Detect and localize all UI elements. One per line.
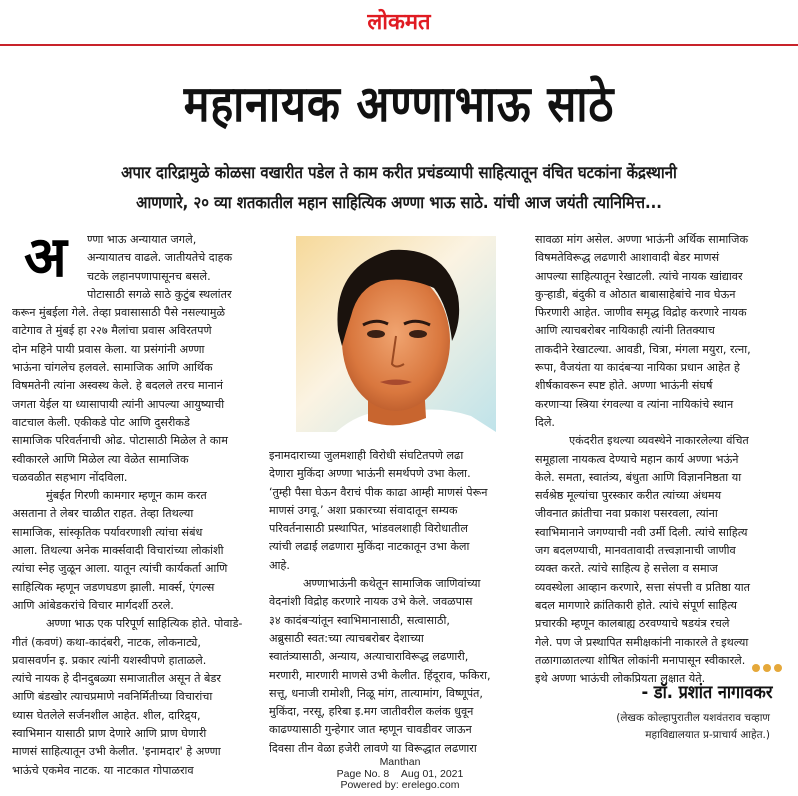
article-line: असताना ते लेबर चाळीत राहत. तेव्हा तिथल्या [12,507,194,521]
article-line: व्यक्त करते. त्यांचे साहित्य हे सत्तेला व समाज [535,562,718,576]
article-line: सामाजिक, सांस्कृतिक पर्यावरणाशी त्यांचा संबंध [12,525,203,539]
deck [20,158,778,218]
article-line: प्रचारकी म्हणून कालबाह्य ठरवण्याचे षडयंत्र रचले [535,617,730,631]
article-line: अब्रुसाठी स्वत:च्या त्याचबरोबर देशाच्या [269,631,424,645]
portrait-right-eye [409,330,427,338]
ornament-dots [752,664,782,672]
article-line: माणसं उगवू.’ अशा प्रकारच्या संवादातून सम्यक [269,503,458,517]
issue-date: Aug 01, 2021 [400,767,464,780]
article-line: वाटेगाव ते मुंबई हा २२७ मैलांचा प्रवास अविरतपणे [12,324,212,338]
article-line: विषमतेनी त्यांना अस्वस्थ केले. हे बदलले तरच मानानं [12,379,223,393]
article-line: जीवनात क्रांतीचा नवा प्रकाश पसरवला, त्यांना [535,507,718,521]
article-line: आला. तिथल्या अनेक मार्क्सवादी विचारांच्या लोकांशी [12,544,224,558]
headline: महानायक अण्णाभाऊ साठे [183,75,615,133]
masthead-divider [0,44,798,46]
article-line: दिले. [535,415,555,429]
article-column-1 [12,231,264,780]
article-line: जग बदलण्याची, मानवतावादी तत्त्वज्ञानाची जाणीव [535,544,736,558]
article-column-3 [535,231,791,688]
article-line: आहे. [269,558,290,572]
article-line: आणि बंडखोर त्याचप्रमाणे नवनिर्मितीच्या विचारांचा [12,690,213,704]
article-line: प्रवासवर्णन इ. प्रकार त्यांनी यशस्वीपणे हाताळले. [12,653,207,667]
article-line: करणाऱ्या स्त्रिया रंगवल्या व त्यांना नायिकांचे स्थान [535,397,734,411]
drop-cap: अ [24,225,67,290]
article-line: गीतं (कवणं) कथा-कादंबरी, नाटक, लोकनाट्ये, [12,635,201,649]
page-number: Page No. 8 [336,767,390,780]
article-line: अण्णा भाऊ एक परिपूर्ण साहित्यिक होते. पोवाडे- [46,617,243,631]
article-line: त्यांची लढाई लढणारा मुकिंदा नाटकातून उभा केला [269,540,470,554]
article-line: विषमतेविरूद्ध लढणारी आशावादी बेडर माणसं [535,251,720,265]
article-line: कुऱ्हाडी, बंदुकी व ओठात बाबासाहेबांचे नाव घेऊन [535,287,736,301]
author-bio-note [510,710,770,744]
article-line: सर्वश्रेष्ठ मूल्यांचा पुरस्कार करीत त्यांच्या अंधमय [535,489,722,503]
article-line: ध्यास घेतलेले सर्जनशील आहेत. शील, दारिद्र्य, [12,708,201,722]
article-line: करून मुंबईला गेले. तेव्हा प्रवासासाठी पैसे नसल्यामुळे [12,306,225,320]
bio-note-line: महाविद्यालयात प्र-प्राचार्य आहेत.) [645,729,770,741]
article-line: भाऊंना चांगलेच हलवले. सामाजिक आणि आर्थिक [12,361,213,375]
article-line: आपल्या साहित्यातून रेखाटली. त्यांचे नायक खांद्यावर [535,269,743,283]
article-line: मुंबईत गिरणी कामगार म्हणून काम करत [46,489,207,503]
article-line: गेले. पण जे प्रस्थापित समीक्षकांनी नाकारले ते इथल्या [535,635,749,649]
article-line: चटके लहानपणापासूनच बसले. [87,269,211,283]
article-line: इथे अण्णा भाऊंची लोकप्रियता लक्षात येते. [535,672,706,686]
article-line: रूपा, वैजयंता या कादंबऱ्या नायिका प्रधान आहेत हे [535,361,740,375]
article-line: ‘तुम्ही पैसा घेऊन वैराचं पीक काढा आम्ही माणसं पेरून [269,485,488,499]
article-line: काढण्यासाठी गुन्हेगार जात म्हणून चावडीवर जाऊन [269,723,472,737]
article-line: पोटासाठी सगळे साठे कुटुंब स्थलांतर [87,287,232,301]
lokmat-logo[interactable]: लोकमत [367,10,431,35]
powered-by-link[interactable]: Powered by: erelego.com [340,779,460,791]
portrait-image [296,236,496,432]
ornament-dot [752,664,760,672]
article-line: समूहाला नायकत्व देण्याचे महान कार्य अण्णा भऊंने [535,452,739,466]
article-line: ३४ कादंबऱ्यांतून स्वाभिमानासाठी, सत्वासाठी, [269,613,450,627]
article-line: मुकिंदा, नरसू, हरिबा इ.मग जातीवरील कलंक धुवून [269,705,474,719]
article-line: अन्यायातच वाढले. जातीयतेचे दाहक [87,251,233,265]
article-line: तळागाळातल्या शोषित लोकांनी मनापासून स्वीकारले. [535,653,746,667]
article-line: आणि आंबेडकरांचे विचार मार्गदर्शी ठरले. [12,598,174,612]
article-line: केले. समता, स्वातंत्र्य, बंधुता आणि विज्ञाननिष्ठता या [535,470,742,484]
portrait-left-eye [367,330,385,338]
article-line: फिरणारी आहेत. जाणीव समृद्ध विद्रोह करणारे नायक [535,306,747,320]
article-line: ताकदीने रेखाटल्या. आवडी, चित्रा, मंगला मयुरा, रत्ना, [535,342,751,356]
deck-line: अपार दारिद्रामुळे कोळसा वखारीत पडेल ते काम करीत प्रचंडव्यापी साहित्यातून वंचित घटकांना केंद्रस्थानी [121,163,677,182]
author-byline: - डॉ. प्रशांत नागावकर [641,682,772,703]
article-line: स्वाभिमान यासाठी प्राण देणारे आणि प्राण घेणारी [12,727,207,741]
article-line: दिवसा तीन वेळा हजेरी लावणे या विरूद्धात लढणारा [269,741,477,755]
article-line: वाटचाल केली. एकीकडे पोट आणि दुसरीकडे [12,415,190,429]
article-line: मरणारी, मारणारी माणसे उभी केलीत. हिंदूराव, फकिरा, [269,668,491,682]
page-footer [270,757,530,792]
bio-note-line: (लेखक कोल्हापुरातील यशवंतराव चव्हाण [616,712,770,724]
article-line: त्यांचा स्नेह जुळून आला. यातून त्यांची कार्यकर्ता आणि [12,562,228,576]
publication-name: Manthan [379,756,421,768]
ornament-dot [774,664,782,672]
article-line: एकंदरीत इथल्या व्यवस्थेने नाकारलेल्या वंचित [569,434,749,448]
deck-line: आणणारे, २० व्या शतकातील महान साहित्यिक अण्णा भाऊ साठे. यांची आज जयंती त्यानिमित्त... [136,193,662,212]
article-line: त्यांचे नायक हे दीनदुबळ्या समाजातील असून ते बेडर [12,672,221,686]
ornament-dot [763,664,771,672]
article-line: अण्णाभाऊंनी कथेतून सामाजिक जाणिवांच्या [303,577,481,591]
article-line: इनामदाराच्या जुलमशाही विरोधी संघटितपणे लढा [269,449,464,462]
article-line: भाऊंचे एकमेव नाटक. या नाटकात गोपाळराव [12,763,194,777]
article-line: चळवळीत सहभाग नोंदविला. [12,470,128,484]
article-line: ण्णा भाऊ अन्यायात जगले, [87,233,197,246]
article-line: स्वीकारले आणि मिळेल त्या वेळेत सामाजिक [12,452,189,466]
article-line: साहित्यिक म्हणून जडणघडण झाली. मार्क्स, एंगल्स [12,580,215,594]
article-line: जगता येईल या ध्यासापायी त्यांनी आपल्या आयुष्याची [12,397,225,411]
article-line: परिवर्तनासाठी प्रस्थापित, भांडवलशाही विरोधातील [269,522,468,536]
article-line: दोन महिने पायी प्रवास केला. या प्रसंगांनी अण्णा [12,342,205,356]
article-line: स्वातंत्र्यासाठी, अन्याय, अत्याचाराविरूद्ध लढणारी, [269,650,469,664]
article-line: स्वाभिमानाने जगण्याची नवी उर्मी दिली. त्यांचे साहित्य [535,525,748,539]
article-line: सावळा मांग असेल. अण्णा भाऊंनी अर्थिक सामाजिक [535,233,749,246]
article-line: व्यवस्थेला आव्हान करणारे, सत्ता संपत्ती व प्रतिष्ठा यात [535,580,751,594]
masthead [0,0,798,44]
article-line: वेदनांशी विद्रोह करणारे नायक उभे केले. जवळपास [269,595,473,609]
article-line: माणसं साहित्यातून उभी केलीत. 'इनामदार' हे अण्णा [12,745,221,759]
article-line: सामाजिक परिवर्तनाची ओढ. पोटासाठी मिळेल ते काम [12,434,228,448]
article-line: आणि त्याचबरोबर नायिकाही त्यांनी तितक्याच [535,324,715,338]
article-column-2 [269,447,527,758]
article-line: शीर्षकावरून स्पष्ट होते. अण्णा भाऊंनी संघर्ष [535,379,713,393]
article-line: सत्तू, धनाजी रामोशी, निळू मांग, तात्यामांग, विष्णूपंत, [269,686,483,700]
article-line: बदल मागणारे क्रांतिकारी होते. त्यांचे संपूर्ण साहित्य [535,598,737,612]
article-line: देणारा मुकिंदा अण्णा भाऊंनी समर्थपणे उभा केला. [269,467,471,481]
